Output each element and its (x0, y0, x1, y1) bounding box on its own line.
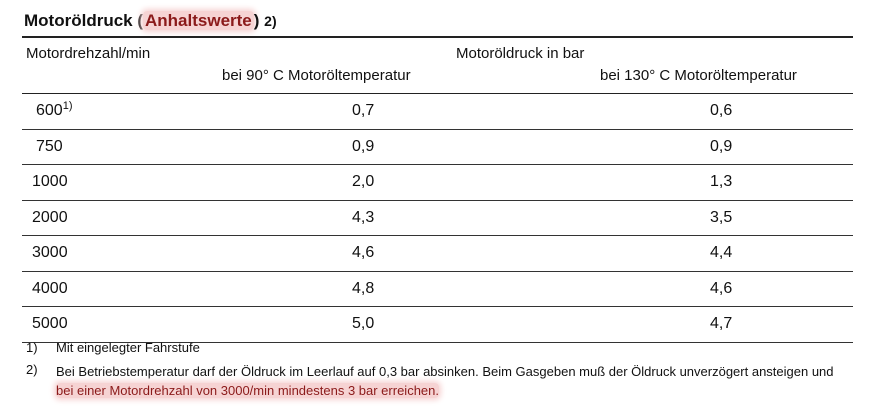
rpm-value: 600 (36, 102, 63, 119)
title-footnote-ref: 2) (264, 13, 277, 29)
title-main: Motoröldruck (24, 11, 133, 30)
col-130-header: bei 130° C Motoröltemperatur (600, 67, 797, 84)
footnote-2-text: Bei Betriebstemperatur darf der Öldruck im Leerlauf auf 0,3 bar absinken. Beim Gasgeben muß der Öldruck unverzögert ansteigen und (56, 364, 834, 379)
rpm-footnote-ref: 1) (62, 100, 73, 112)
pressure-130-cell: 4,4 (710, 244, 733, 261)
footnote-2-highlight: bei einer Motordrehzahl von 3000/min mindestens 3 bar erreichen. (56, 383, 439, 398)
data-table (22, 94, 853, 343)
pressure-130-cell: 0,6 (710, 102, 733, 119)
pressure-90-cell: 0,7 (352, 102, 375, 119)
rpm-cell (36, 102, 72, 120)
footnote-2-mark: 2) (26, 362, 38, 377)
rpm-column-header: Motordrehzahl/min (26, 45, 151, 62)
table-row (22, 165, 853, 201)
pressure-90-cell: 5,0 (352, 315, 375, 332)
pressure-130-cell: 3,5 (710, 208, 733, 226)
footnote-2-body (56, 362, 846, 400)
table-row (22, 236, 853, 272)
col-90-header: bei 90° C Motoröltemperatur (222, 67, 411, 84)
rpm-cell: 750 (36, 137, 63, 155)
title-close-paren: ) (253, 11, 260, 30)
pressure-90-cell: 4,3 (352, 208, 375, 226)
top-rule (22, 36, 853, 38)
pressure-group-header: Motoröldruck in bar (456, 45, 585, 62)
table-title (24, 11, 277, 31)
pressure-90-cell: 4,8 (352, 279, 375, 297)
table-row (22, 272, 853, 308)
table-row (22, 94, 853, 130)
table-row (22, 307, 853, 343)
footnote-1-mark: 1) (26, 340, 38, 355)
rpm-cell: 4000 (32, 279, 68, 297)
table-row (22, 201, 853, 237)
footnote-1-text: Mit eingelegter Fahrstufe (56, 340, 200, 355)
pressure-130-cell: 4,7 (710, 315, 733, 332)
title-open-paren: ( (137, 11, 144, 30)
rpm-cell: 3000 (32, 244, 68, 261)
pressure-130-cell: 4,6 (710, 279, 733, 297)
rpm-cell: 2000 (32, 208, 68, 226)
title-highlight: Anhaltswerte (145, 11, 252, 30)
pressure-130-cell: 0,9 (710, 137, 733, 155)
rpm-cell: 1000 (32, 173, 68, 190)
pressure-90-cell: 2,0 (352, 173, 375, 190)
table-row (22, 130, 853, 166)
rpm-cell: 5000 (32, 315, 68, 332)
pressure-130-cell: 1,3 (710, 173, 733, 190)
pressure-90-cell: 4,6 (352, 244, 375, 261)
pressure-90-cell: 0,9 (352, 137, 375, 155)
